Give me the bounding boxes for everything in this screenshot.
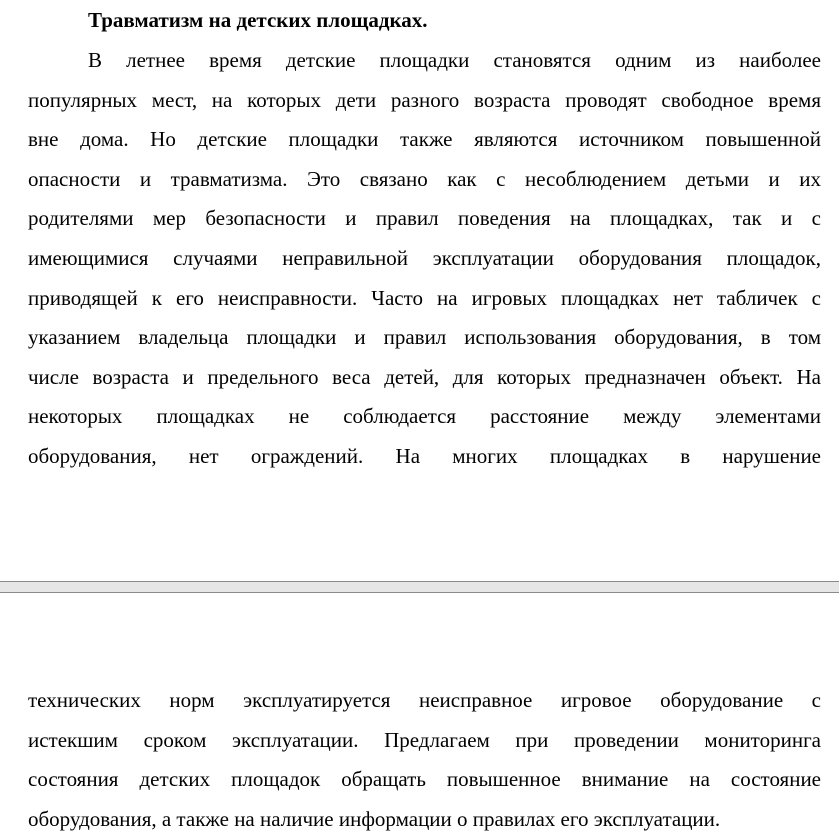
paragraph-line: приводящей к его неисправности. Часто на игровых площадках нет табличек с (28, 286, 821, 310)
paragraph-line: некоторых площадках не соблюдается расстояние между элементами (28, 404, 821, 428)
paragraph-line: истекшим сроком эксплуатации. Предлагаем при проведении мониторинга (28, 728, 821, 752)
paragraph-line: опасности и травматизма. Это связано как с несоблюдением детьми и их (28, 167, 821, 191)
document-page-2 (0, 593, 839, 839)
paragraph-line: указанием владельца площадки и правил использования оборудования, в том (28, 325, 821, 349)
paragraph-line: вне дома. Но детские площадки также являются источником повышенной (28, 127, 821, 151)
paragraph-line: популярных мест, на которых дети разного возраста проводят свободное время (28, 88, 821, 112)
paragraph-line: состояния детских площадок обращать повышенное внимание на состояние (28, 767, 821, 791)
page-break-separator (0, 581, 839, 593)
paragraph-line: оборудования, а также на наличие информации о правилах его эксплуатации. (28, 807, 721, 831)
paragraph-line: родителями мер безопасности и правил поведения на площадках, так и с (28, 206, 821, 230)
paragraph-line: В летнее время детские площадки становятся одним из наиболее (88, 48, 821, 72)
document-heading: Травматизм на детских площадках. (88, 8, 428, 32)
paragraph-line: оборудования, нет ограждений. На многих площадках в нарушение (28, 444, 821, 468)
paragraph-line: числе возраста и предельного веса детей, для которых предназначен объект. На (28, 365, 821, 389)
paragraph-line: технических норм эксплуатируется неисправное игровое оборудование с (28, 688, 821, 712)
paragraph-line: имеющимися случаями неправильной эксплуатации оборудования площадок, (28, 246, 821, 270)
